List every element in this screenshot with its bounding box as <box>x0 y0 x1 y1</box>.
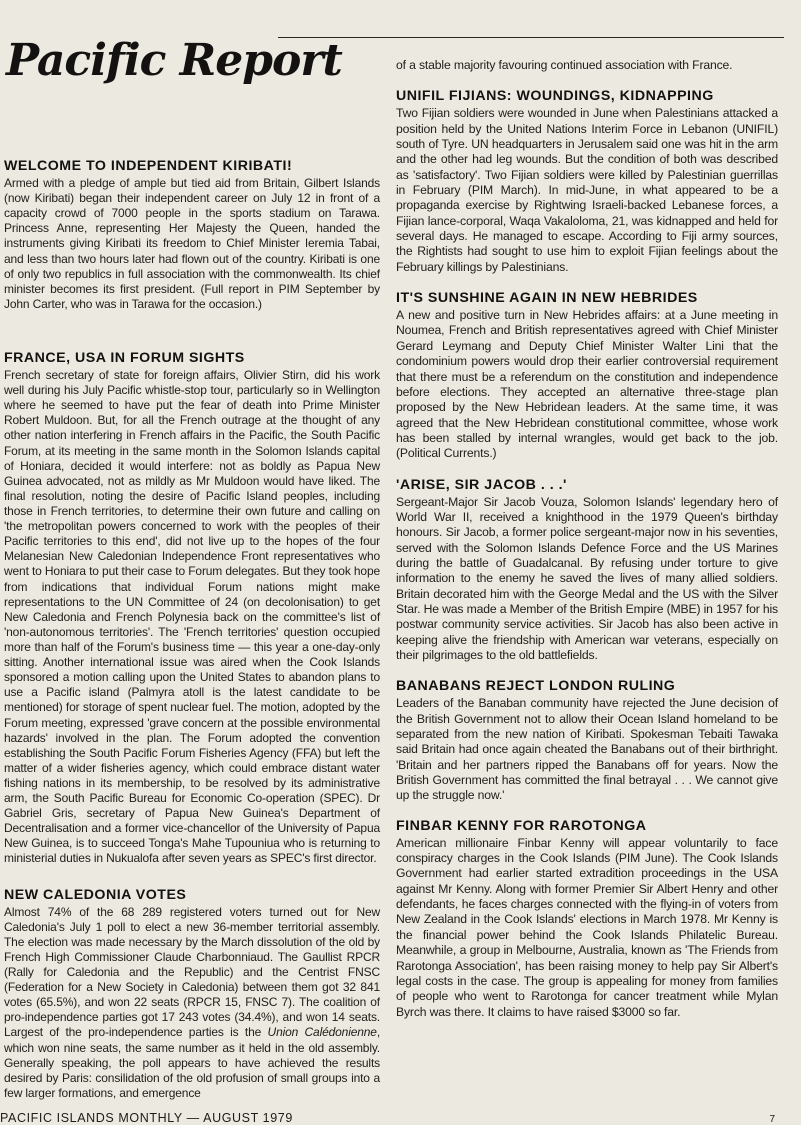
masthead-logo: Pacific Report <box>6 35 342 86</box>
article-sir-jacob <box>396 477 778 664</box>
article-continuation <box>396 58 778 73</box>
article-banabans <box>396 678 778 803</box>
article-body: Two Fijian soldiers were wounded in June when Palestinians attacked a position held by the United Nations Interim Force in Lebanon (UNIFIL) south of Tyre. UN headquarters in Jerusalem said one was hit in the arm and the other had leg wounds. But the condition of both was described as 'satisfactory'. Two Fijian soldiers were killed by Palestinian guerrillas in February (PIM March). In mid-June, in what appeared to be a propaganda exercise by Rightwing Israeli-backed Lebanese forces, a Fijian lance-corporal, Waqa Vakaloloma, 21, was kidnapped and held for several days. He managed to escape. According to Fiji army sources, the Rightists had sought to use him to exploit Fijian feelings about the February killings by Palestinians. <box>396 106 778 274</box>
left-column <box>4 158 380 1101</box>
article-heading: IT'S SUNSHINE AGAIN IN NEW HEBRIDES <box>396 290 698 307</box>
article-body: Sergeant-Major Sir Jacob Vouza, Solomon Islands' legendary hero of World War II, received a knighthood in the 1979 Queen's birthday honours. Sir Jacob, a former police sergeant-major now in his seventies, served with the Solomon Islands Defence Force and the US Marines during the battle of Guadalcanal. By refusing under torture to give information to the enemy he saved the lives of many allied soldiers. Britain decorated him with the George Medal and the US with the Silver Star. He was made a Member of the British Empire (MBE) in 1957 for his postwar community service activities. Sir Jacob has also been active in keeping alive the friendship with American war veterans, especially on their pilgrimages to the old battlefields. <box>396 494 778 662</box>
article-body: French secretary of state for foreign affairs, Olivier Stirn, did his work well during his July Pacific whistle-stop tour, particularly so in Wellington where he seemed to have put the fear of death into Prime Minister Robert Muldoon. But, for all the French outrage at the thought of any other nation interfering in French affairs in the Pacific, the South Pacific Forum, at its meeting in the same month in the Solomon Islands capital of Honiara, decided it would interfere: not as boldly as Papua New Guinea advocated, not as mildly as Mr Muldoon would have liked. The final resolution, noting the desire of Pacific Island peoples, including those in French territories, to determine their own future and calling on 'the metropolitan powers concerned to work with the peoples of their Pacific territories to this end', did not live up to the hopes of the four Melanesian New Caledonian Independence Front representatives who went to Honiara to put their case to Forum delegates. But they took hope from indications that individual Forum nations might make representations to the UN Committee of 24 (on decolonisation) to get New Caledonia and French Polynesia back on the committee's list of 'non-autonomous territories'. The 'French territories' question occupied more than half of the Forum's business time — this year a one-day-only sitting. Another international issue was aired when the Cook Islands sponsored a motion calling upon the United States to abandon plans to use a Pacific island (Palmyra atoll is the latest candidate to be mentioned) for storage of spent nuclear fuel. The motion, adopted by the Forum meeting, expressed 'grave concern at the possible environmental hazards' involved in the plan. The Forum adopted the convention establishing the South Pacific Forum Fisheries Agency (FFA) but left the matter of a wider fisheries agency, which could embrace distant water fishing nations in its membership, to be resolved by its administrative arm, the South Pacific Bureau for Economic Co-operation (SPEC). Dr Gabriel Gris, secretary of Papua New Guinea's Department of Decentralisation and a former vice-chancellor of the University of Papua New Guinea, is to succeed Tonga's Mahe Tupouniua who is returning to ministerial duties in Nukualofa after seven years as SPEC's first director. <box>4 367 380 866</box>
footer-publication: PACIFIC ISLANDS MONTHLY — AUGUST 1979 <box>0 1111 293 1125</box>
article-body: Leaders of the Banaban community have rejected the June decision of the British Government not to allow their Ocean Island homeland to be separated from the new nation of Kiribati. Spokesman Tebaiti Tawaka said Britain had once again cheated the Banabans out of their birthright. 'Britain and her partners ripped the Banabans off for years. Now the British Government has committed the final betrayal . . . We cannot give up the struggle now.' <box>396 696 778 803</box>
article-heading: FINBAR KENNY FOR RAROTONGA <box>396 817 647 834</box>
article-body: Almost 74% of the 68 289 registered voters turned out for New Caledonia's July 1 poll to elect a new 36-member territorial assembly. The election was made necessary by the March dissolution of the old by French High Commissioner Claude Charbonniaud. The Gaullist RPCR (Rally for Caledonia and the Republic) and the Centrist FNSC (Federation for a New Society in Caledonia) between them got 32 841 votes (65.5%), and won 22 seats (RPCR 15, FNSC 7). The coalition of pro-independence parties got 17 243 votes (34.4%), and won 14 seats. Largest of the pro-independence parties is the Union Calédonienne, which won nine seats, the same number as it held in the old assembly. Generally speaking, the poll appears to have achieved the results desired by Paris: consilidation of the old profusion of small groups into a few larger formations, and emergence <box>4 904 380 1100</box>
article-body: A new and positive turn in New Hebrides affairs: at a June meeting in Noumea, French and British representatives agreed with Chief Minister Gerard Leymang and Deputy Chief Minister Walter Lini that the condominium powers would drop their earlier controversial requirement that there must be a referendum on the constitution and independence before elections. They accepted an alternative three-stage plan proposed by the New Hebridean leaders. At the same time, it was agreed that the New Hebridean constitutional committee, whose work has been stalled by internal wrangles, would get back to the job. (Political Currents.) <box>396 308 778 461</box>
article-forum <box>4 350 380 867</box>
article-finbar-kenny <box>396 818 778 1020</box>
article-kiribati <box>4 158 380 312</box>
article-heading: WELCOME TO INDEPENDENT KIRIBATI! <box>4 158 293 174</box>
article-body: Armed with a pledge of ample but tied aid from Britain, Gilbert Islands (now Kiribati) began their independent career on July 12 in front of a capacity crowd of 7000 people in the sports stadium on Tarawa. Princess Anne, representing Her Majesty the Queen, handed the instruments giving Kiribati its freedom to Chief Minister Ieremia Tabai, and less than two hours later had flown out of the country. Kiribati is one of only two republics in full association with the commonwealth. Its chief minister becomes its first president. (Full report in PIM September by John Carter, who was in Tarawa for the occasion.) <box>4 176 380 311</box>
article-new-hebrides <box>396 290 778 461</box>
right-column <box>396 58 778 1020</box>
article-body: American millionaire Finbar Kenny will appear voluntarily to face conspiracy charges in the Cook Islands (PIM June). The Cook Islands Government had earlier started extradition proceedings in the USA against Mr Kenny. Along with former Premier Sir Albert Henry and other defendants, he faces charges connected with the flying-in of voters from New Zealand in the Cook Islands' elections in March 1978. Mr Kenny is the financial power behind the Cook Islands Philatelic Bureau. Meanwhile, a group in Melbourne, Australia, known as 'The Friends from Rarotonga Association', has been raising money to help pay Sir Albert's legal costs in the case. The group is appealing for money from families of people who went to Rarotonga for cancer treatment while Mylan Byrch was there. It claims to have raised $3000 so far. <box>396 835 778 1019</box>
header-rule <box>278 37 784 38</box>
article-new-caledonia <box>4 887 380 1101</box>
page-number: 7 <box>769 1114 775 1125</box>
article-heading: BANABANS REJECT LONDON RULING <box>396 678 676 695</box>
article-heading: NEW CALEDONIA VOTES <box>4 886 187 903</box>
article-heading: UNIFIL FIJIANS: WOUNDINGS, KIDNAPPING <box>396 88 714 105</box>
article-body: of a stable majority favouring continued association with France. <box>396 58 733 72</box>
article-heading: 'ARISE, SIR JACOB . . .' <box>396 476 567 493</box>
article-heading: FRANCE, USA IN FORUM SIGHTS <box>4 349 245 366</box>
article-unifil <box>396 88 778 275</box>
